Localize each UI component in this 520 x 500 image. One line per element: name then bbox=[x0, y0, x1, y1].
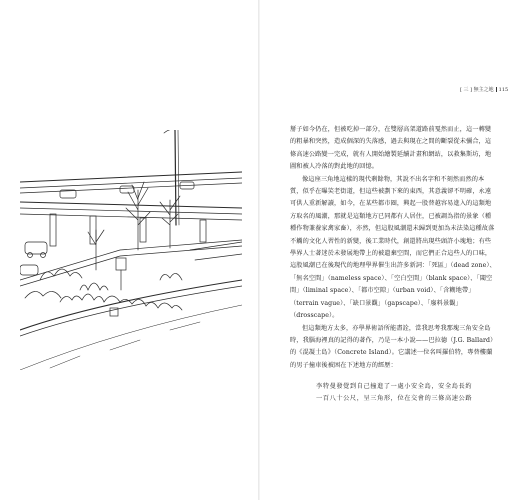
paragraph: 但這類地方太多，亦學界術語所能盡詮，當我思考我那塊三角安全島時，我腦海裡真的記得的著作，乃是一本小說——巴拉德（J.G. Ballard）的《混凝土島》（Concrete Island）。它講述一位名叫羅伯特，專替樓蘭的男子撞車後被困在下述地方的經歷： bbox=[290, 324, 494, 369]
chapter-title: [ 三 ] 無主之地 bbox=[460, 87, 494, 93]
left-page bbox=[0, 0, 258, 500]
running-header bbox=[460, 86, 509, 93]
quote-line: 一百八十公尺，呈三角形，位在交會的三條高速公路 bbox=[316, 395, 473, 402]
right-page bbox=[260, 0, 520, 500]
quote-line: 李特曼發覺到自己撞進了一處小安全島，安全島長約 bbox=[316, 383, 473, 390]
paragraph: 像這座三角地這樣的現代剩餘物，其說不出名字和不刻然而然的本質，似乎在曝笑老街道，但這些被劃下來的東西，其意義卻不明確，永遠可供人重新解讀，如今，在某些都市圈，興起一股替越容易進入的這類地方取名的風潮，那就是這類地方已同都有人居住，已被調為指的景象（種種作物兼養家禽家畜），亦然，但這股風潮還未歸到更加為未法染這種故落不觸的文化人習性的新變，後工業時代，創還將出現些頭許小塊地；有些學界人士著迷於未發展地帶上的被遺棄空間，而它們正合這些人的口味，這股風潮已在後現代的地理學界催生出許多新詞：「死區」（dead zone）、「無名空間」（nameless space）、「空白空間」（blank space）、「閾空間」（liminal space）、「都市空隙」（urban void）、「含糊地帶」（terrain vague）、「缺口景觀」（gapscape）、「廢料景觀」（drosscape）。 bbox=[290, 175, 496, 320]
page-number: 115 bbox=[498, 87, 509, 93]
body-text bbox=[290, 124, 496, 372]
paragraph: 掰子如今仍在，但被吃掉一部分，在雙層高架道路前戛然而止，這一轉變的粗暴和突然，造成個深的失落感，過去與現在之間的斷裂從未彌合，這條高速公路變一完成，就有人開始繪製延續計畫和網站，以救集斯坊，地圖和被人冷落的對此地的回憶。 bbox=[290, 126, 492, 171]
block-quote bbox=[316, 381, 486, 405]
header-divider bbox=[496, 87, 497, 92]
highway-island-sketch bbox=[20, 130, 242, 370]
